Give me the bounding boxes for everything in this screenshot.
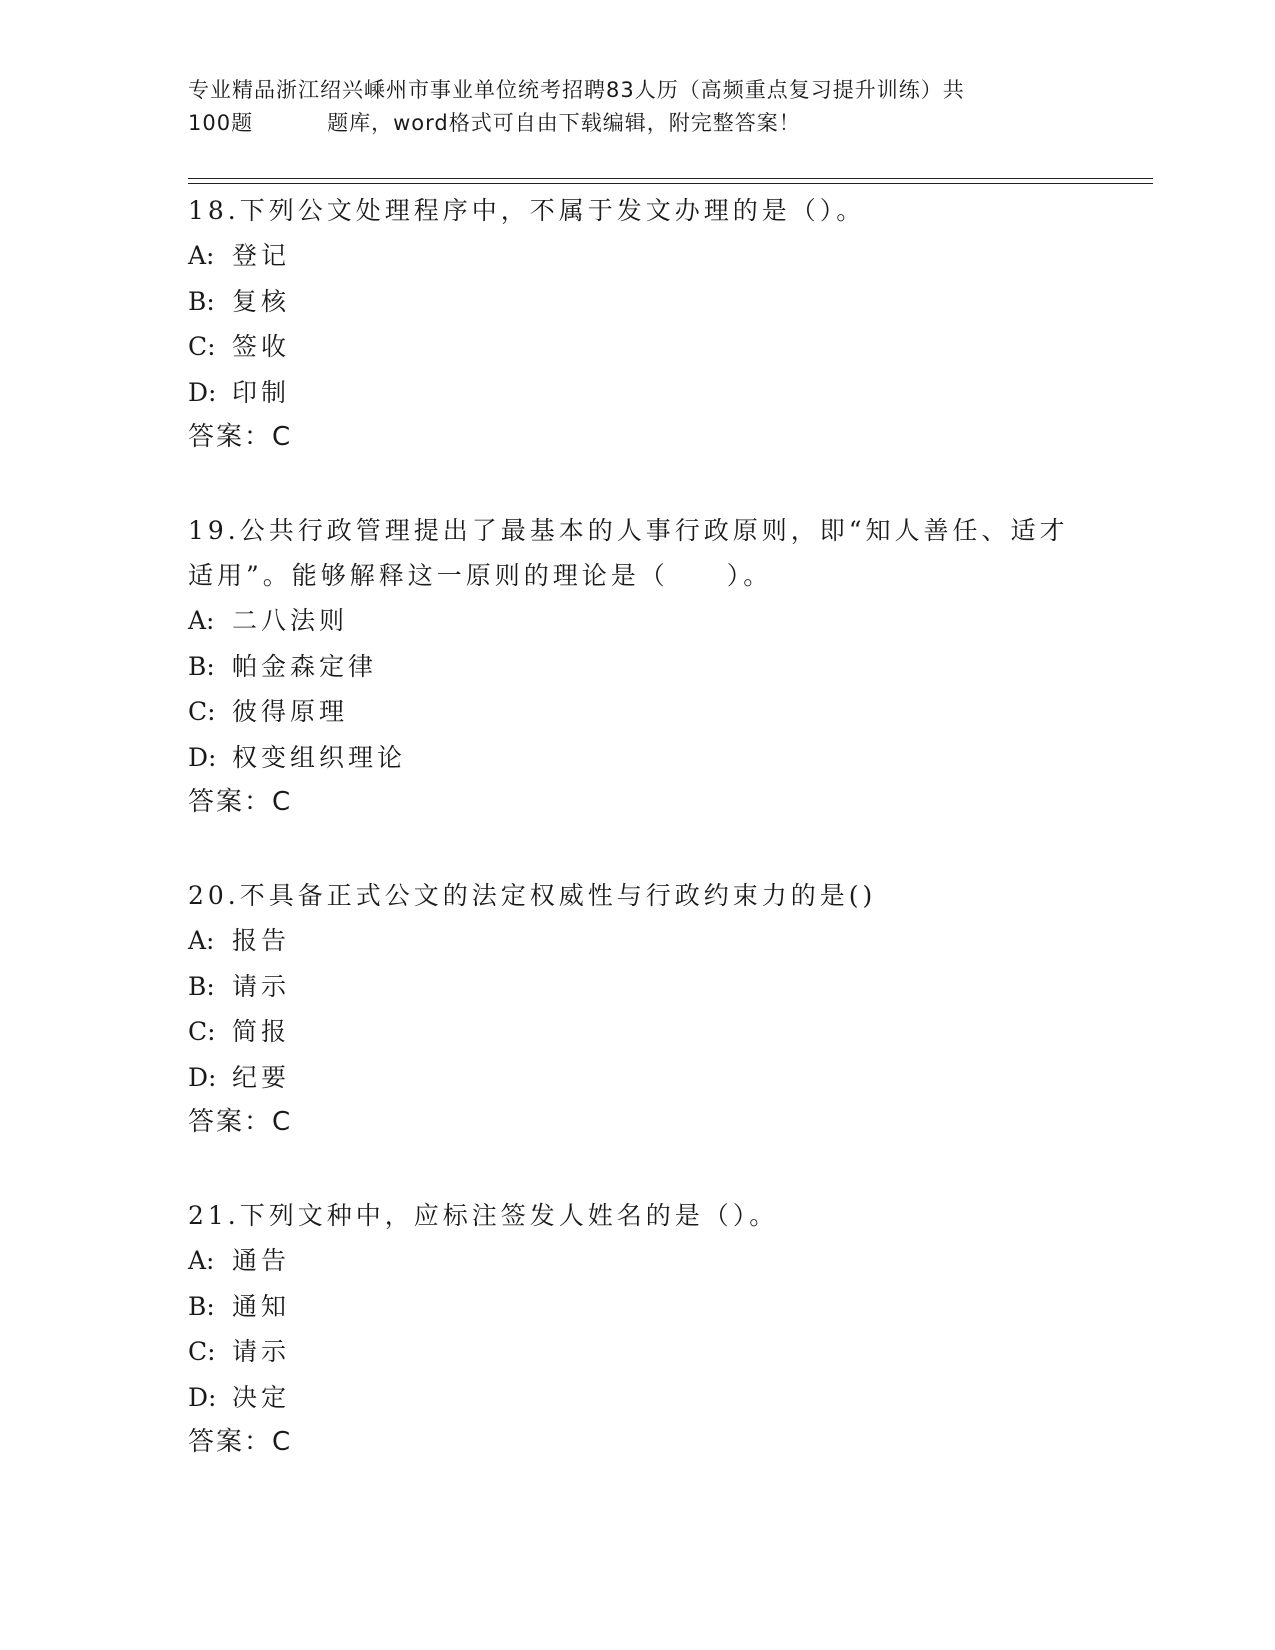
question-stem: 18.下列公文处理程序中，不属于发文办理的是（）。 (188, 196, 866, 225)
option-a (188, 918, 1088, 964)
option-text: 纪要 (232, 1062, 291, 1092)
document-header (188, 74, 1088, 140)
option-letter: C: (188, 1017, 216, 1046)
question-stem: 21.下列文种中，应标注签发人姓名的是（）。 (188, 1201, 779, 1230)
option-c (188, 1009, 1088, 1055)
question-21 (188, 1193, 1088, 1465)
header-line-1: 专业精品浙江绍兴嵊州市事业单位统考招聘83人历（高频重点复习提升训练）共 (188, 78, 965, 102)
option-letter: D: (188, 1062, 217, 1092)
option-letter: B: (188, 286, 215, 316)
option-c (188, 689, 1088, 735)
option-text: 二八法则 (232, 606, 349, 635)
question-stem-line-1: 19.公共行政管理提出了最基本的人事行政原则，即“知人善任、适才 (188, 516, 1069, 545)
question-19 (188, 508, 1088, 825)
header-divider-bottom (188, 183, 1153, 184)
option-letter: D: (188, 742, 217, 772)
option-text: 帕金森定律 (232, 651, 378, 681)
answer-line: 答案：C (188, 1427, 293, 1457)
option-d (188, 1375, 1088, 1421)
option-b (188, 644, 1088, 690)
header-divider-top (188, 178, 1153, 179)
option-text: 通知 (232, 1291, 291, 1321)
header-description: 题库，word格式可自由下载编辑，附完整答案！ (327, 111, 801, 135)
header-line-2 (188, 107, 1088, 140)
option-letter: B: (188, 651, 215, 681)
question-stem: 20.不具备正式公文的法定权威性与行政约束力的是() (188, 881, 877, 910)
option-a (188, 233, 1088, 279)
answer-line: 答案：C (188, 422, 293, 452)
header-count: 100题 (188, 111, 254, 135)
option-letter: A: (188, 606, 215, 635)
option-text: 通告 (232, 1246, 291, 1275)
option-letter: A: (188, 926, 215, 955)
option-text: 决定 (232, 1382, 291, 1412)
answer-line: 答案：C (188, 787, 293, 817)
question-stem-line-2: 适用”。能够解释这一原则的理论是（ ）。 (188, 561, 773, 590)
option-text: 彼得原理 (232, 697, 349, 726)
option-letter: D: (188, 377, 217, 407)
option-letter: A: (188, 1246, 215, 1275)
option-letter: B: (188, 1291, 215, 1321)
option-text: 简报 (232, 1017, 291, 1046)
question-20 (188, 873, 1088, 1145)
option-text: 请示 (232, 971, 291, 1001)
option-b (188, 1284, 1088, 1330)
option-letter: C: (188, 332, 216, 361)
option-c (188, 1329, 1088, 1375)
option-b (188, 964, 1088, 1010)
option-c (188, 324, 1088, 370)
option-text: 登记 (232, 241, 291, 270)
option-letter: C: (188, 1337, 216, 1366)
option-a (188, 598, 1088, 644)
answer-line: 答案：C (188, 1107, 293, 1137)
option-text: 印制 (232, 377, 291, 407)
option-text: 权变组织理论 (232, 742, 407, 772)
option-text: 报告 (232, 926, 291, 955)
option-letter: D: (188, 1382, 217, 1412)
option-d (188, 370, 1088, 416)
option-a (188, 1238, 1088, 1284)
option-text: 签收 (232, 332, 291, 361)
option-text: 请示 (232, 1337, 291, 1366)
option-d (188, 1055, 1088, 1101)
option-letter: B: (188, 971, 215, 1001)
option-d (188, 735, 1088, 781)
option-letter: A: (188, 241, 215, 270)
option-b (188, 279, 1088, 325)
option-letter: C: (188, 697, 216, 726)
option-text: 复核 (232, 286, 291, 316)
question-18 (188, 188, 1088, 460)
